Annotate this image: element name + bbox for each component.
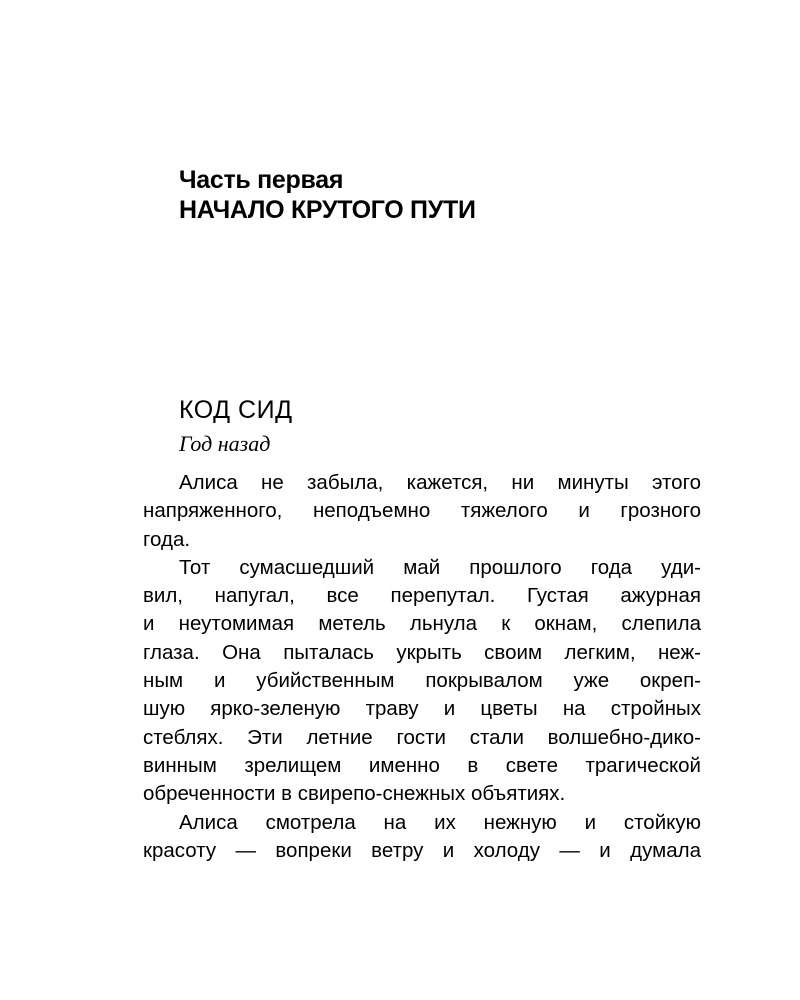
- text-line: обреченности в свирепо-снежных объятиях.: [143, 782, 566, 806]
- part-title: НАЧАЛО КРУТОГО ПУТИ: [179, 196, 476, 224]
- text-line: глаза. Она пыталась укрыть своим легким, неж-: [143, 640, 701, 664]
- text-line: напряженного, неподъемно тяжелого и грозного: [143, 499, 701, 523]
- text-line: ным и убийственным покрывалом уже окреп-: [143, 669, 701, 693]
- text-line: винным зрелищем именно в свете трагической: [143, 753, 701, 777]
- text-line: Алиса не забыла, кажется, ни минуты этого: [179, 471, 701, 494]
- text-line: Алиса смотрела на их нежную и стойкую: [179, 810, 701, 834]
- chapter-title: КОД СИД: [179, 396, 293, 424]
- chapter-subtitle: Год назад: [179, 431, 271, 456]
- text-line: стеблях. Эти летние гости стали волшебно-дико-: [143, 725, 701, 749]
- text-line: и неутомимая метель льнула к окнам, слепила: [143, 612, 701, 636]
- text-line: вил, напугал, все перепутал. Густая ажурная: [143, 584, 701, 608]
- text-line: красоту — вопреки ветру и холоду — и думала: [143, 838, 701, 862]
- part-label: Часть первая: [179, 166, 344, 194]
- text-line: года.: [143, 527, 191, 551]
- part-heading: [179, 165, 476, 225]
- text-line: Тот сумасшедший май прошлого года уди-: [179, 555, 701, 579]
- text-line: шую ярко-зеленую траву и цветы на стройных: [143, 697, 701, 721]
- body-text: [143, 469, 701, 865]
